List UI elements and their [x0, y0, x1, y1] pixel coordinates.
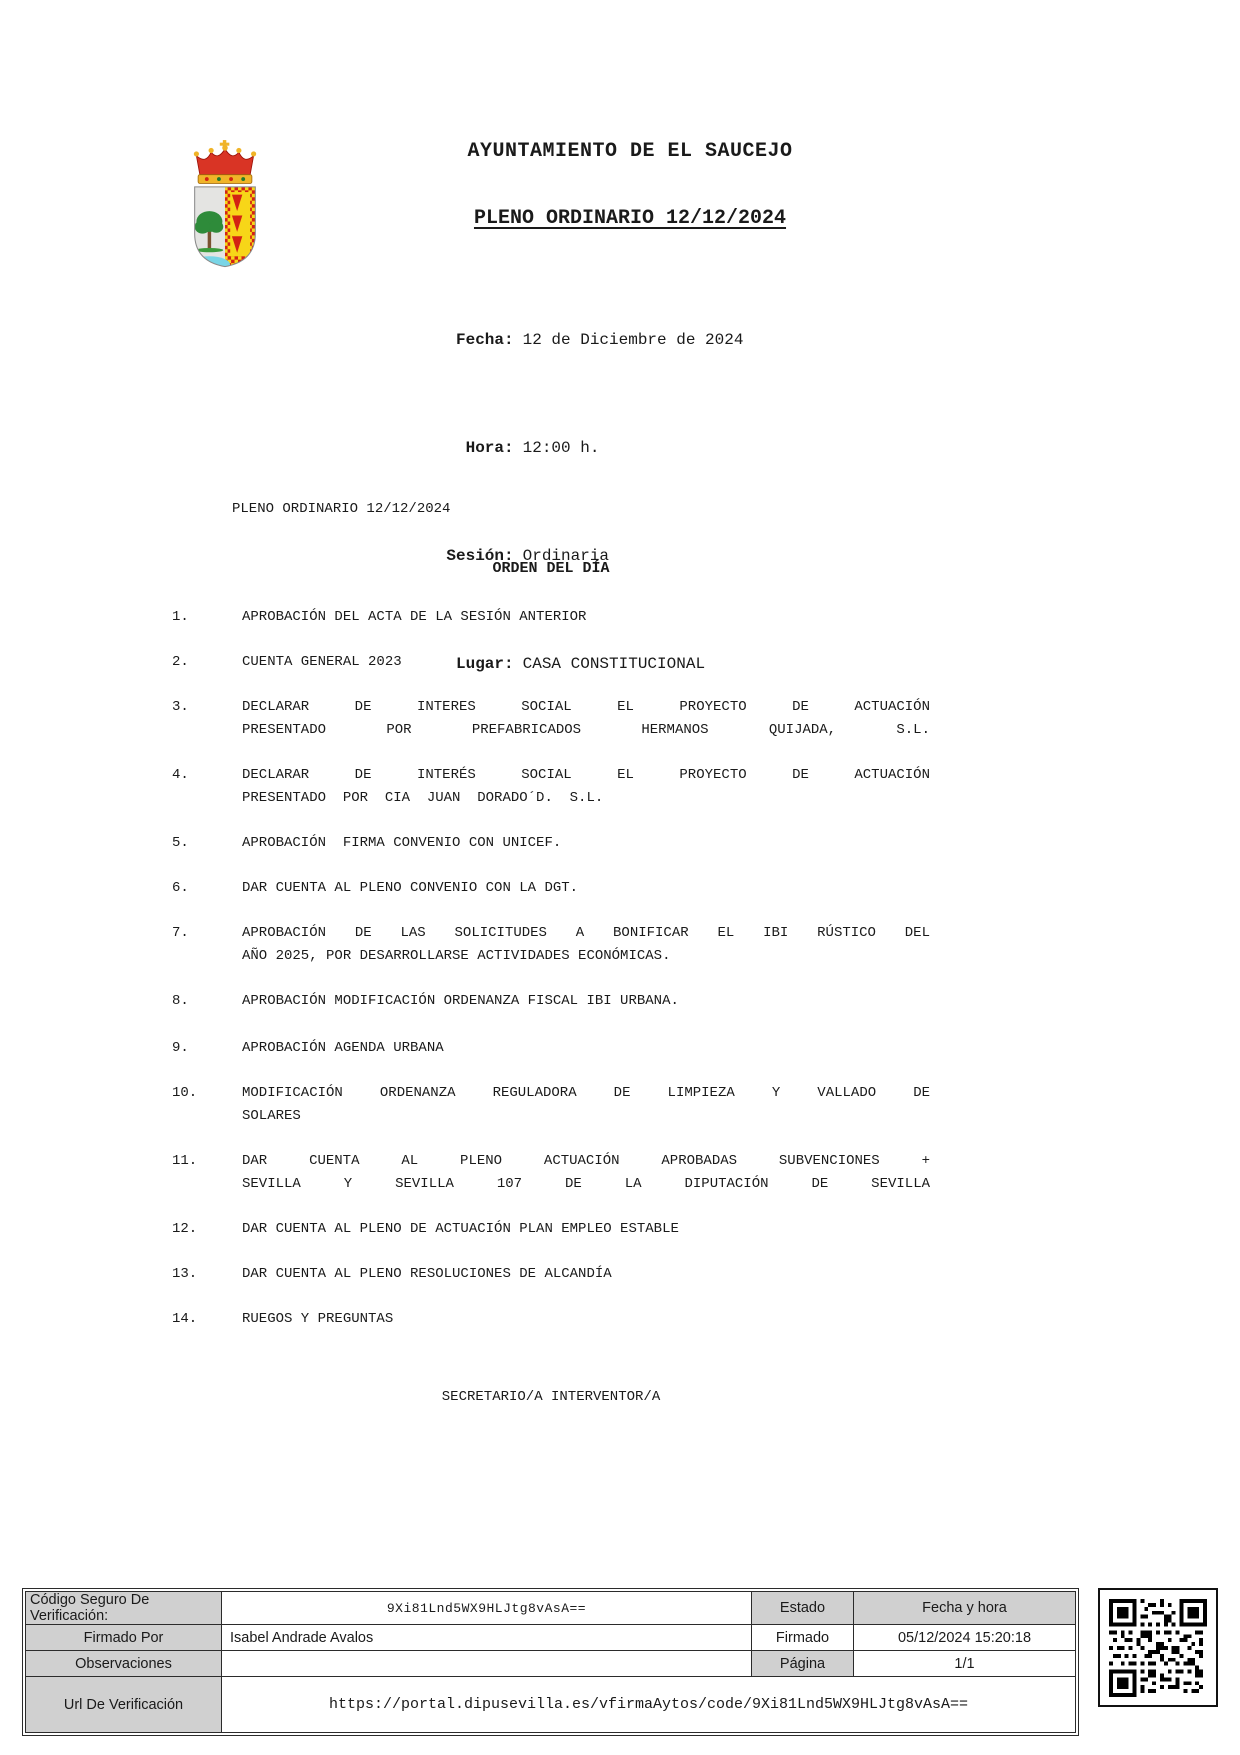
agenda-item — [172, 1218, 930, 1241]
sesion-value: Ordinaria — [522, 547, 610, 565]
meta-row-sesion — [268, 502, 992, 610]
item-number: 3. — [172, 699, 189, 715]
item-number: 7. — [172, 925, 189, 941]
firmado-por-label: Firmado Por — [26, 1625, 222, 1651]
agenda-item — [172, 832, 930, 855]
item-text: DECLARAR DE INTERES SOCIAL EL PROYECTO DE ACTUACIÓN — [242, 699, 930, 715]
item-number: 8. — [172, 993, 189, 1009]
item-number: 14. — [172, 1311, 198, 1327]
observaciones-value — [222, 1651, 752, 1677]
verification-table — [22, 1588, 1079, 1736]
item-number: 5. — [172, 835, 189, 851]
agenda-item — [172, 922, 930, 968]
item-text: APROBACIÓN FIRMA CONVENIO CON UNICEF. — [242, 835, 562, 851]
coat-of-arms-svg — [186, 136, 264, 288]
sesion-label: Sesión: — [446, 547, 514, 565]
estado-header: Estado — [752, 1592, 854, 1625]
url-verificacion-label: Url De Verificación — [26, 1677, 222, 1733]
crown-icon — [194, 140, 256, 183]
item-number: 9. — [172, 1040, 189, 1056]
item-number: 1. — [172, 609, 189, 625]
item-text: DECLARAR DE INTERÉS SOCIAL EL PROYECTO DE ACTUACIÓN — [242, 767, 930, 783]
item-text: AÑO 2025, POR DESARROLLARSE ACTIVIDADES ECONÓMICAS. — [242, 948, 671, 964]
hora-label: Hora: — [465, 439, 514, 457]
csv-value: 9Xi81Lnd5WX9HLJtg8vAsA== — [222, 1592, 752, 1625]
agenda-item — [172, 1150, 930, 1196]
session-heading: PLENO ORDINARIO 12/12/2024 — [232, 501, 451, 517]
item-text: DAR CUENTA AL PLENO CONVENIO CON LA DGT. — [242, 880, 579, 896]
el-saucejo-coat-of-arms-icon — [186, 136, 264, 288]
agenda-item — [172, 990, 930, 1013]
item-text: SEVILLA Y SEVILLA 107 DE LA DIPUTACIÓN DE SEVILLA — [242, 1176, 930, 1192]
item-text: APROBACIÓN DEL ACTA DE LA SESIÓN ANTERIOR — [242, 609, 587, 625]
agenda-item — [172, 877, 930, 900]
item-number: 13. — [172, 1266, 198, 1282]
agenda-list — [172, 606, 930, 1353]
header — [268, 140, 992, 230]
item-text: APROBACIÓN MODIFICACIÓN ORDENANZA FISCAL IBI URBANA. — [242, 993, 679, 1009]
pagina-value: 1/1 — [854, 1651, 1076, 1677]
item-number: 2. — [172, 654, 189, 670]
item-text: CUENTA GENERAL 2023 — [242, 654, 402, 670]
item-text: SOLARES — [242, 1108, 301, 1124]
item-text: MODIFICACIÓN ORDENANZA REGULADORA DE LIMPIEZA Y VALLADO DE — [242, 1085, 930, 1101]
item-text: PRESENTADO POR CIA JUAN DORADO´D. S.L. — [242, 790, 604, 806]
agenda-item — [172, 606, 930, 629]
firmado-por-value: Isabel Andrade Avalos — [222, 1625, 752, 1651]
pagina-label: Página — [752, 1651, 854, 1677]
agenda-item — [172, 1263, 930, 1286]
org-title: AYUNTAMIENTO DE EL SAUCEJO — [467, 140, 793, 163]
item-text: DAR CUENTA AL PLENO RESOLUCIONES DE ALCANDÍA — [242, 1266, 612, 1282]
fecha-label: Fecha: — [456, 331, 514, 349]
agenda-item — [172, 651, 930, 674]
item-text: PRESENTADO POR PREFABRICADOS HERMANOS QUIJADA, S.L. — [242, 722, 930, 738]
fecha-value: 12 de Diciembre de 2024 — [522, 331, 744, 349]
lugar-label: Lugar: — [456, 655, 514, 673]
item-number: 6. — [172, 880, 189, 896]
observaciones-label: Observaciones — [26, 1651, 222, 1677]
signature-line: SECRETARIO/A INTERVENTOR/A — [441, 1389, 661, 1405]
fecha-hora-value: 05/12/2024 15:20:18 — [854, 1625, 1076, 1651]
verification-footer — [22, 1588, 1218, 1736]
qr-code-icon — [1098, 1588, 1218, 1707]
item-number: 4. — [172, 767, 189, 783]
meta-row-hora — [268, 394, 992, 502]
item-number: 10. — [172, 1085, 198, 1101]
csv-label: Código Seguro De Verificación: — [26, 1592, 222, 1625]
agenda-item — [172, 1082, 930, 1128]
agenda-item — [172, 764, 930, 810]
url-verificacion-value: https://portal.dipusevilla.es/vfirmaAytos/code/9Xi81Lnd5WX9HLJtg8vAsA== — [222, 1677, 1076, 1733]
agenda-item — [172, 1308, 930, 1331]
agenda-item — [172, 696, 930, 742]
doc-title: PLENO ORDINARIO 12/12/2024 — [473, 207, 787, 230]
item-text: APROBACIÓN DE LAS SOLICITUDES A BONIFICAR EL IBI RÚSTICO DEL — [242, 925, 930, 941]
item-text: DAR CUENTA AL PLENO DE ACTUACIÓN PLAN EMPLEO ESTABLE — [242, 1221, 679, 1237]
agenda-item — [172, 1037, 930, 1060]
lugar-value: CASA CONSTITUCIONAL — [522, 655, 706, 673]
fecha-hora-header: Fecha y hora — [854, 1592, 1076, 1625]
shield-icon — [189, 187, 256, 274]
item-number: 11. — [172, 1153, 198, 1169]
qr-code-svg — [1109, 1599, 1207, 1697]
estado-value: Firmado — [752, 1625, 854, 1651]
item-number: 12. — [172, 1221, 198, 1237]
item-text: APROBACIÓN AGENDA URBANA — [242, 1040, 444, 1056]
meta-row-fecha — [268, 286, 992, 394]
item-text: RUEGOS Y PREGUNTAS — [242, 1311, 394, 1327]
hora-value: 12:00 h. — [522, 439, 600, 457]
item-text: DAR CUENTA AL PLENO ACTUACIÓN APROBADAS SUBVENCIONES + — [242, 1153, 930, 1169]
agenda-title: ORDEN DEL DÍA — [492, 560, 610, 577]
